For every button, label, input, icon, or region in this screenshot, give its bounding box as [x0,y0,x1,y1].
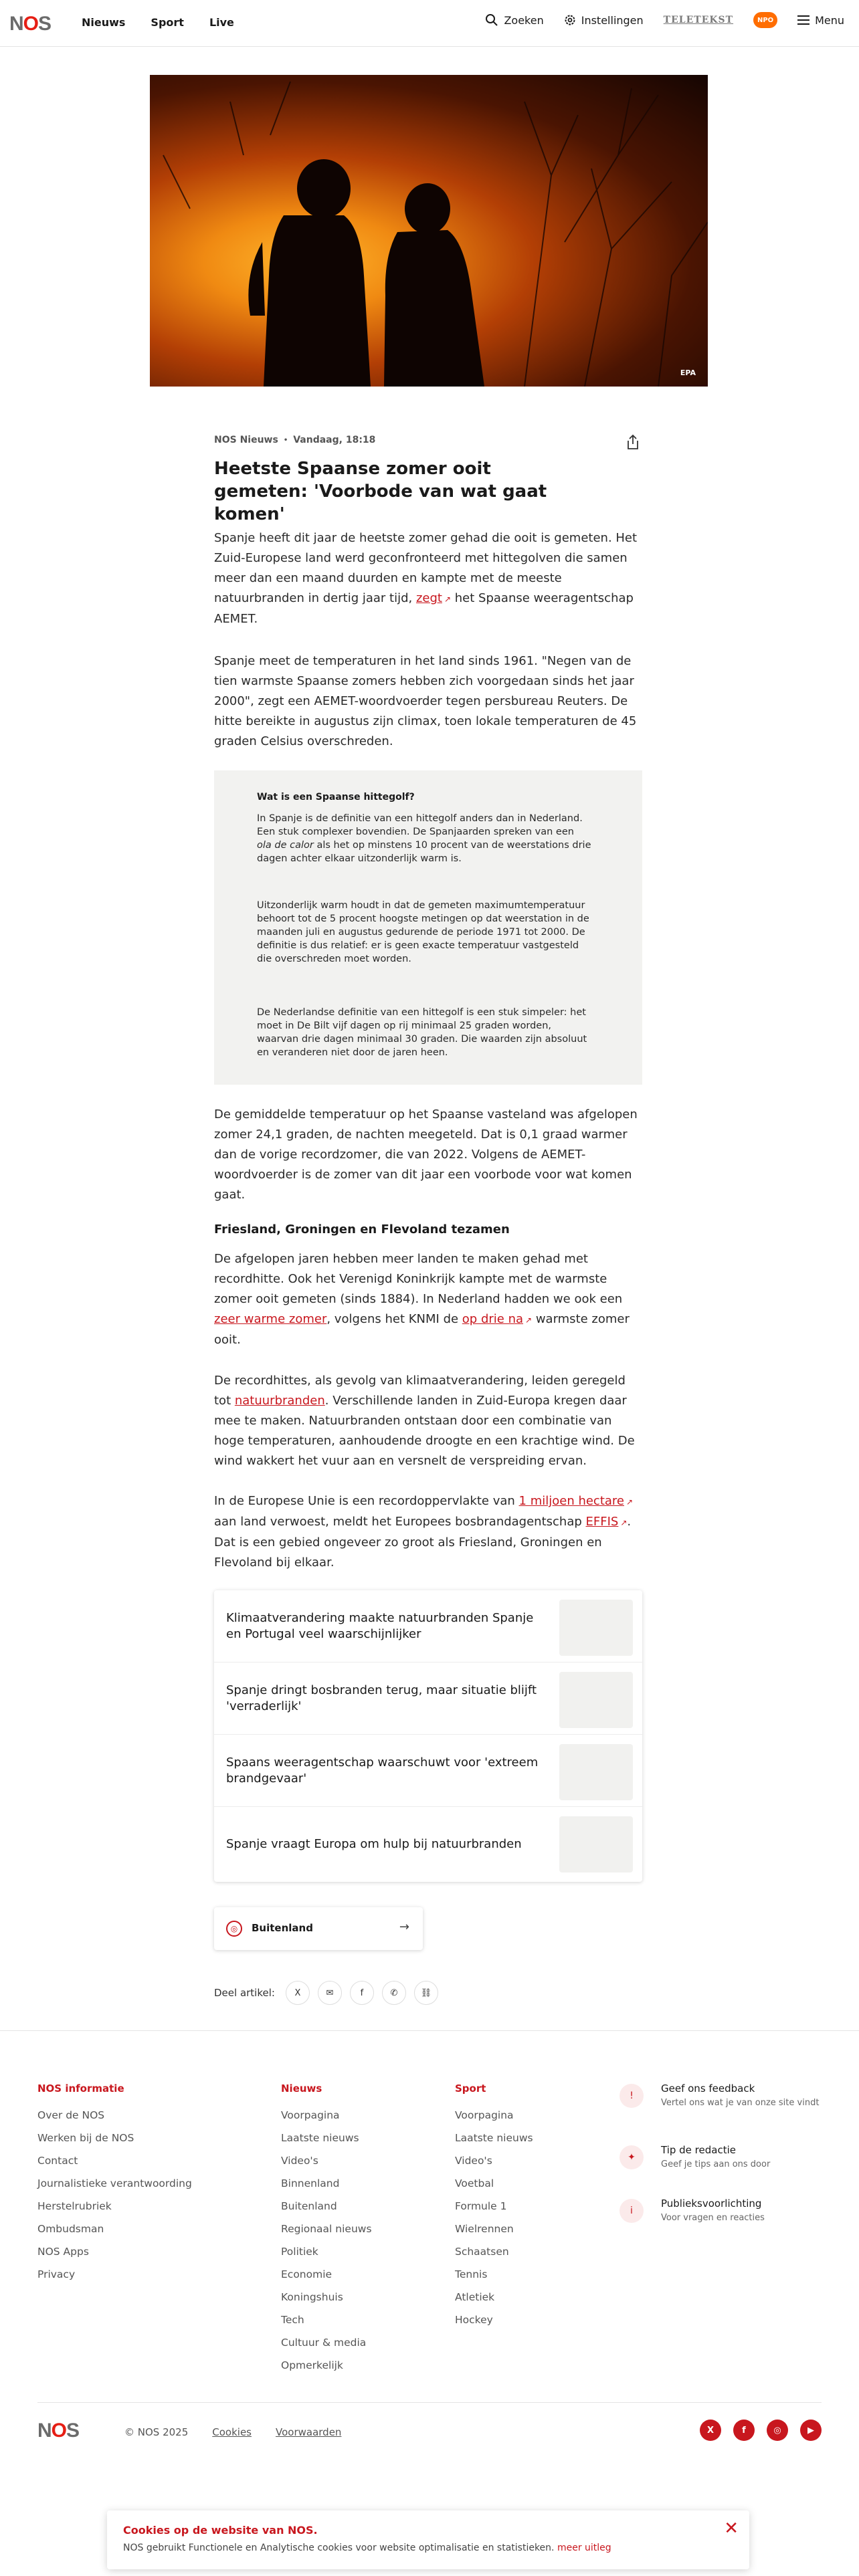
globe-icon: ◎ [226,1921,242,1937]
share-facebook-icon[interactable]: f [350,1981,374,2005]
share-button[interactable] [625,433,641,451]
terms-link[interactable]: Voorwaarden [276,2426,342,2438]
feedback-title: Geef ons feedback [661,2082,755,2095]
p4-text: De afgelopen jaren hebben meer landen te maken gehad met recordhitte. Ook het Verenigd Koninkrijk kampte met de warmste zomer ooit gemeten (sinds 1884). In Nederland hadden we ook een [214,1252,623,1306]
footer-link[interactable]: Atletiek [455,2291,495,2303]
nav-nieuws[interactable]: Nieuws [82,16,126,29]
footer-divider [0,2030,859,2031]
paragraph-5 [214,1371,642,1471]
footer-link[interactable]: Formule 1 [455,2200,507,2212]
info-box-title: Wat is een Spaanse hittegolf? [257,792,415,802]
footer-link[interactable]: Contact [37,2155,78,2167]
feedback-sub: Vertel ons wat je van onze site vindt [661,2098,820,2108]
footer-link[interactable]: Tech [281,2314,304,2326]
related-item[interactable] [214,1807,642,1882]
footer-link[interactable]: Voorpagina [281,2109,340,2121]
related-thumbnail [559,1744,633,1800]
facebook-icon[interactable]: f [733,2420,755,2441]
paragraph-3: De gemiddelde temperatuur op het Spaanse vasteland was afgelopen zomer 24,1 graden, de nachten meegeteld. Dat is 0,1 graad warmer dan de vorige recordzomer, die van 2022. Volgens de AEMET-woordvoerder is de zomer van dit jaar een voorbode voor wat komen gaat. [214,1107,638,1202]
hero-image [150,75,708,387]
link-zegt[interactable]: zegt [415,591,442,605]
search-icon [485,13,498,27]
related-item[interactable] [214,1662,642,1735]
footer-col-nieuws [281,2082,372,2377]
cookie-title: Cookies op de website van NOS. [123,2524,318,2537]
external-link-icon: ↗ [525,1315,533,1325]
related-articles [214,1590,642,1882]
related-title: Spanje vraagt Europa om hulp bij natuurbranden [226,1837,522,1851]
link-op-drie-na[interactable]: op drie na [462,1312,524,1326]
p5-text-end: . Verschillende landen in Zuid-Europa kregen daar mee te maken. Natuurbranden ontstaan door een combinatie van hoge temperaturen, aanhoudende droogte en een krachtige wind. De wind wakkert het vuur aan en versnelt de verspreiding ervan. [214,1394,635,1468]
footer-link[interactable]: Regionaal nieuws [281,2223,372,2235]
footer-link[interactable]: NOS Apps [37,2246,89,2258]
footer-link[interactable]: Werken bij de NOS [37,2132,134,2144]
section-heading: Friesland, Groningen en Flevoland tezamen [214,1222,510,1237]
footer-legal [124,2426,341,2438]
main-nav [82,16,234,29]
info-icon: i [619,2199,644,2223]
share-label: Deel artikel: [214,1987,275,1999]
photo-credit: EPA [680,368,696,377]
link-zeer-warme-zomer[interactable]: zeer warme zomer [214,1312,327,1326]
footer-link[interactable]: Binnenland [281,2177,340,2189]
header-actions [485,12,844,28]
publieksvoorlichting-link[interactable] [619,2197,820,2238]
link-1-miljoen-hectare[interactable]: 1 miljoen hectare [518,1494,624,1508]
logo-letter-o: O [23,13,39,35]
info-box [214,770,642,1085]
p1-text: Spanje heeft dit jaar de heetste zomer gehad die ooit is gemeten. Het Zuid-Europese land werd geconfronteerd met hittegolven die samen meer dan een maand duurden en kampte met de meeste natuurbranden in dertig jaar tijd, [214,531,638,605]
tip-link[interactable] [619,2144,820,2184]
footer-link[interactable]: Tennis [455,2268,488,2280]
cookie-banner [107,2510,749,2569]
related-title: Spaans weeragentschap waarschuwt voor 'extreem brandgevaar' [226,1755,539,1786]
close-icon[interactable]: ✕ [724,2518,739,2539]
footer-link[interactable]: Hockey [455,2314,493,2326]
info-box-p3: De Nederlandse definitie van een hittegolf is een stuk simpeler: het moet in De Bilt vijf dagen op rij minimaal 25 graden worden, waarvan drie dagen minimaal 30 graden. Die waarden zijn absoluut en veranderen niet door de jaren heen. [257,1007,587,1058]
p4-text-mid: , volgens het KNMI de [326,1312,462,1326]
related-title: Klimaatverandering maakte natuurbranden Spanje en Portugal veel waarschijnlijker [226,1610,534,1641]
menu-label: Menu [815,13,844,27]
firefighters-silhouette-illustration [150,75,708,387]
cookies-link[interactable]: Cookies [212,2426,252,2438]
info-box-p1 [257,812,591,865]
instagram-icon[interactable]: ◎ [767,2420,788,2441]
x-icon[interactable]: X [700,2420,721,2441]
footer-nos-logo[interactable] [37,2420,79,2442]
tip-sub: Geef je tips aan ons door [661,2159,771,2169]
article-title: Heetste Spaanse zomer ooit gemeten: 'Voorbode van wat gaat komen' [214,459,547,524]
share-email-icon[interactable]: ✉ [318,1981,342,2005]
footer-link[interactable]: Journalistieke verantwoording [37,2177,192,2189]
publieksvoorlichting-title: Publieksvoorlichting [661,2197,762,2210]
external-link-icon: ↗ [620,1518,628,1527]
cookie-text: NOS gebruikt Functionele en Analytische cookies voor website optimalisatie en statistieken. [123,2543,555,2553]
youtube-icon[interactable]: ▶ [800,2420,822,2441]
footer-link[interactable]: Opmerkelijk [281,2359,343,2371]
footer-link[interactable]: Video's [281,2155,318,2167]
cookie-body [123,2543,611,2553]
publieksvoorlichting-sub: Voor vragen en reacties [661,2213,765,2223]
category-label: Buitenland [252,1922,313,1934]
external-link-icon: ↗ [444,595,452,604]
p6-text: In de Europese Unie is een recordoppervlakte van [214,1494,519,1508]
p1-text-end: het Spaanse weeragentschap AEMET. [214,591,634,626]
search-button[interactable] [485,13,543,27]
hamburger-icon [797,15,809,25]
p4-text-end: warmste zomer ooit. [214,1312,630,1347]
share-x-icon[interactable]: X [286,1981,310,2005]
logo-letter-n: N [9,13,23,35]
box-p1-text: In Spanje is de definitie van een hittegolf anders dan in Nederland. Een stuk complexer bovendien. De Spanjaarden spreken van een [257,813,583,837]
box-p1-text-end: als het op minstens 10 procent van de weerstations drie dagen achter elkaar uitzonderlijk warm is. [257,840,591,864]
footer-col-sport [455,2082,533,2331]
p6-text-end: . Dat is een gebied ongeveer zo groot als Friesland, Groningen en Flevoland bij elkaar. [214,1515,632,1570]
link-natuurbranden[interactable]: natuurbranden [234,1394,325,1408]
paragraph-6 [214,1491,642,1573]
footer-bottom-divider [37,2402,822,2403]
search-label: Zoeken [504,13,544,27]
p6-text-mid: aan land verwoest, meldt het Europees bosbrandagentschap [214,1515,586,1529]
cookie-more-link[interactable]: meer uitleg [557,2543,611,2553]
feedback-link[interactable] [619,2082,820,2123]
box-p1-emphasis: ola de calor [257,840,314,851]
logo-letter-s: S [66,2420,80,2442]
related-thumbnail [559,1816,633,1872]
menu-button[interactable] [797,14,844,27]
site-header [0,0,859,47]
share-copy-link-icon[interactable]: ⛓ [414,1981,438,2005]
gear-icon [564,14,576,26]
copyright: © NOS 2025 [124,2426,189,2438]
link-effis[interactable]: EFFIS [585,1515,619,1529]
footer-link[interactable]: Koningshuis [281,2291,343,2303]
logo-letter-s: S [38,13,52,35]
footer-link[interactable]: Laatste nieuws [281,2132,359,2144]
paragraph-2: Spanje meet de temperaturen in het land sinds 1961. "Negen van de tien warmste Spaanse zomers hebben zich voorgedaan sinds het jaar 2000", zegt een AEMET-woordvoerder tegen persbureau Reuters. De hitte bereikte in augustus zijn climax, toen lokale temperaturen de 45 graden Celsius overschreden. [214,654,637,748]
footer-link[interactable]: Video's [455,2155,492,2167]
footer-col-nos-informatie [37,2082,192,2286]
footer-link[interactable]: Herstelrubriek [37,2200,112,2212]
p5-text: De recordhittes, als gevolg van klimaatverandering, leiden geregeld tot [214,1374,626,1408]
npo-logo[interactable]: NPO [753,12,777,28]
nos-logo[interactable] [9,13,51,35]
footer-link[interactable]: Voetbal [455,2177,494,2189]
share-whatsapp-icon[interactable]: ✆ [382,1981,406,2005]
category-link-buitenland[interactable] [214,1907,423,1950]
social-links [700,2420,822,2441]
footer-link[interactable]: Buitenland [281,2200,337,2212]
nav-sport[interactable]: Sport [151,16,184,29]
article-source: NOS Nieuws [214,435,278,445]
nav-live[interactable]: Live [209,16,234,29]
footer-link[interactable]: Ombudsman [37,2223,104,2235]
footer-link[interactable]: Voorpagina [455,2109,514,2121]
related-thumbnail [559,1600,633,1656]
teletekst-link[interactable]: TELETEKST [663,15,734,25]
logo-letter-n: N [37,2420,52,2442]
related-title: Spanje dringt bosbranden terug, maar situatie blijft 'verraderlijk' [226,1683,537,1713]
lightbulb-icon: ✦ [619,2145,644,2169]
article-date: Vandaag, 18:18 [293,435,376,445]
footer-link[interactable]: Economie [281,2268,332,2280]
logo-letter-o: O [51,2420,67,2442]
share-icon [625,433,641,451]
paragraph-4 [214,1249,642,1350]
footer-col-title: Sport [455,2082,486,2095]
external-link-icon: ↗ [626,1497,634,1507]
related-item[interactable] [214,1735,642,1807]
footer-col-title: Nieuws [281,2082,322,2095]
footer-link[interactable]: Schaatsen [455,2246,509,2258]
info-box-p2: Uitzonderlijk warm houdt in dat de gemeten maximumtemperatuur behoort tot de 5 procent hoogste metingen op dat weerstation in de maanden juli en augustus gedurende de periode 1971 tot 2000. De definitie is dus relatief: er is geen exacte temperatuur vastgesteld die overschreden moet worden. [257,900,589,964]
footer-link[interactable]: Over de NOS [37,2109,105,2121]
meta-separator: • [283,436,288,444]
footer-link[interactable]: Cultuur & media [281,2337,367,2349]
tip-title: Tip de redactie [661,2144,736,2156]
related-item[interactable] [214,1590,642,1662]
settings-label: Instellingen [581,13,644,27]
settings-button[interactable] [564,14,644,27]
feedback-icon: ! [619,2084,644,2108]
paragraph-1 [214,528,642,629]
share-bar [214,1981,438,2005]
footer-link[interactable]: Laatste nieuws [455,2132,533,2144]
footer-col-title: NOS informatie [37,2082,124,2095]
related-thumbnail [559,1672,633,1728]
footer-link[interactable]: Wielrennen [455,2223,514,2235]
arrow-right-icon: → [399,1920,409,1934]
footer-link[interactable]: Politiek [281,2246,318,2258]
footer-link[interactable]: Privacy [37,2268,76,2280]
article-meta [214,435,642,445]
